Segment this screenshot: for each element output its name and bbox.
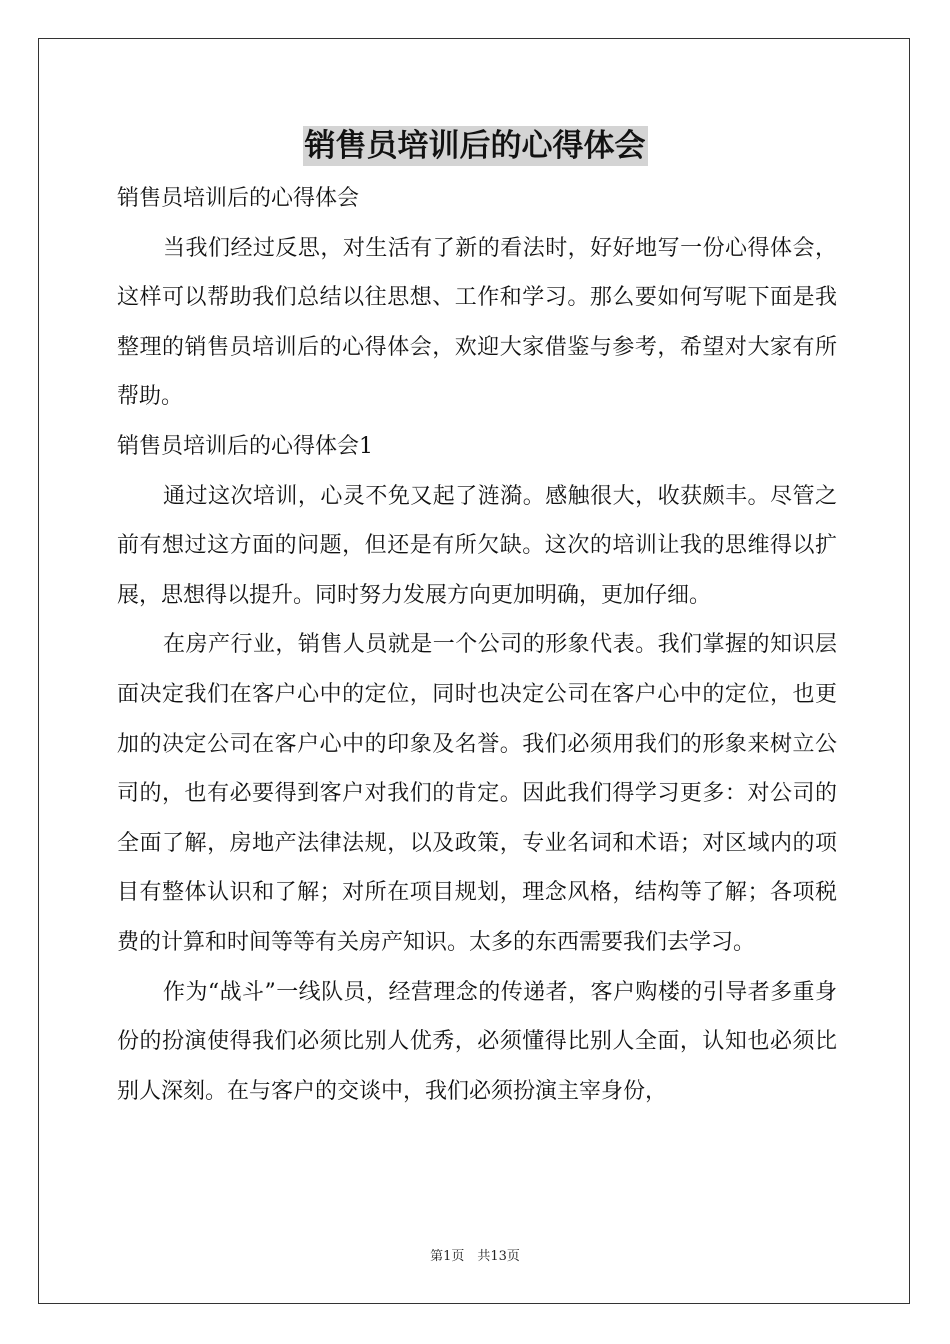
- paragraph-body-1: 通过这次培训，心灵不免又起了涟漪。感触很大，收获颇丰。尽管之前有想过这方面的问题，但还是有所欠缺。这次的培训让我的思维得以扩展，思想得以提升。同时努力发展方向更加明确，更加仔细。: [117, 483, 837, 608]
- document-title: 销售员培训后的心得体会: [304, 128, 646, 164]
- paragraph-section-heading: 销售员培训后的心得体会1: [117, 433, 373, 459]
- paragraph-subtitle: 销售员培训后的心得体会: [117, 186, 360, 211]
- paragraph-body-3: 作为“战斗”一线队员，经营理念的传递者，客户购楼的引导者多重身份的扮演使得我们必须比别人优秀，必须懂得比别人全面，认知也必须比别人深刻。在与客户的交谈中，我们必须扮演主宰身份，: [117, 979, 837, 1104]
- paragraph-intro: 当我们经过反思，对生活有了新的看法时，好好地写一份心得体会，这样可以帮助我们总结以往思想、工作和学习。那么要如何写呢下面是我整理的销售员培训后的心得体会，欢迎大家借鉴与参考，希望对大家有所帮助。: [117, 235, 837, 410]
- paragraph-body-2: 在房产行业，销售人员就是一个公司的形象代表。我们掌握的知识层面决定我们在客户心中的定位，同时也决定公司在客户心中的定位，也更加的决定公司在客户心中的印象及名誉。我们必须用我们的形象来树立公司的，也有必要得到客户对我们的肯定。因此我们得学习更多：对公司的全面了解，房地产法律法规，以及政策，专业名词和术语；对区域内的项目有整体认识和了解；对所在项目规划，理念风格，结构等了解；各项税费的计算和时间等等有关房产知识。太多的东西需要我们去学习。: [117, 632, 837, 955]
- page-footer: 第1页 共13页: [430, 1249, 520, 1264]
- document-body: [117, 174, 837, 1116]
- title-wrap: [0, 126, 950, 166]
